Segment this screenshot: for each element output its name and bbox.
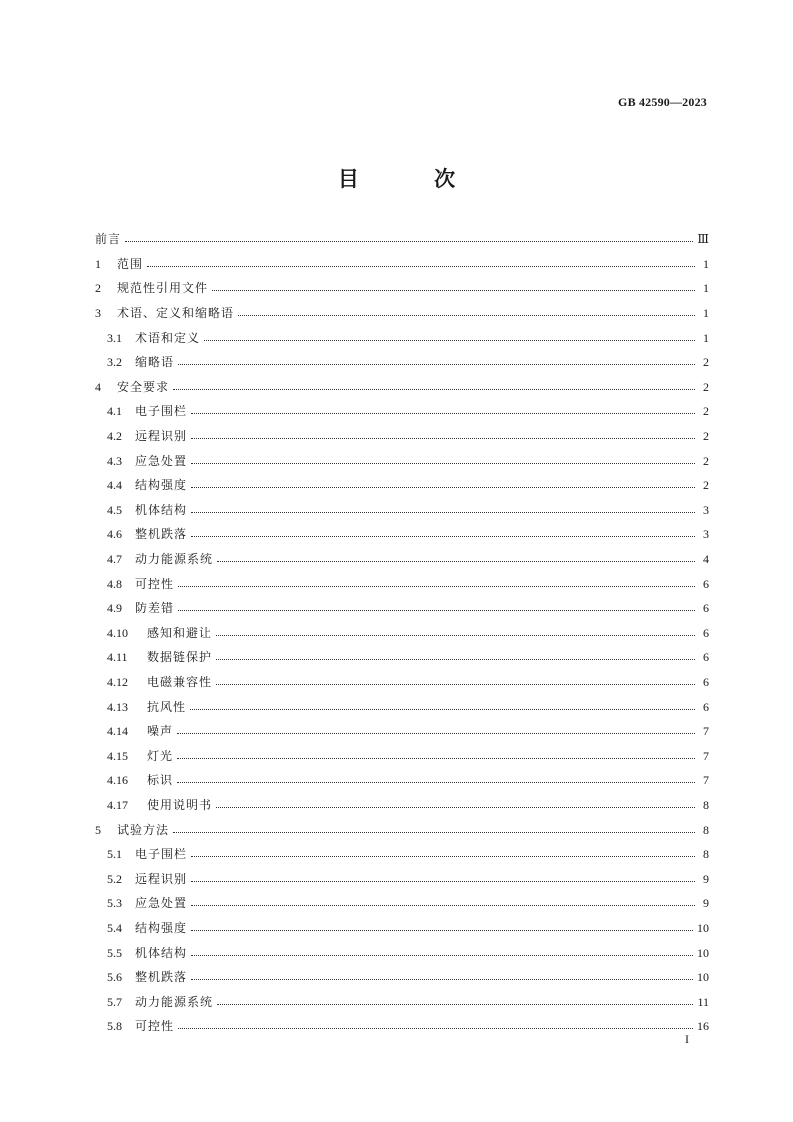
toc-entry-page: 6 [703,699,709,714]
toc-entry-page: 4 [703,552,709,567]
toc-entry[interactable] [95,252,709,277]
toc-entry-number: 5.6 [107,970,122,985]
toc-leader-dots [216,634,695,636]
toc-entry-page: 3 [703,527,709,542]
toc-title: 目 次 [337,167,490,191]
toc-entry-page: 2 [703,478,709,493]
toc-entry-label: 远程识别 [135,871,188,886]
toc-entry-label: 结构强度 [135,920,188,935]
toc-entry[interactable] [95,375,709,400]
toc-entry-label: 范围 [117,256,144,271]
toc-entry-number: 5.8 [107,1019,122,1034]
toc-leader-dots [177,781,695,783]
toc-entry-number: 4.8 [107,576,122,591]
toc-entry-label: 灯光 [147,748,174,763]
toc-entry-page: Ⅲ [697,232,709,247]
toc-leader-dots [216,806,695,808]
footer-page-number: I [685,1032,689,1046]
toc-entry-label: 术语、定义和缩略语 [117,306,235,321]
toc-entry-number: 4.9 [107,601,122,616]
toc-entry[interactable] [95,473,709,498]
toc-entry-label: 远程识别 [135,429,188,444]
toc-entry-number: 4.15 [107,748,128,763]
toc-entry-number: 1 [95,256,101,271]
toc-entry-page: 2 [703,355,709,370]
toc-entry-page: 3 [703,502,709,517]
toc-entry-page: 2 [703,379,709,394]
toc-entry-number: 5.4 [107,920,122,935]
toc-entry-number: 5.7 [107,994,122,1009]
toc-entry-number: 4.6 [107,527,122,542]
toc-entry-label: 前言 [95,232,122,247]
toc-leader-dots [190,708,695,710]
toc-entry-label: 电磁兼容性 [147,674,213,689]
toc-entry[interactable] [95,571,709,596]
toc-entry-label: 术语和定义 [135,330,201,345]
toc-entry[interactable] [95,621,709,646]
toc-leader-dots [191,855,695,857]
toc-entry-page: 7 [703,773,709,788]
toc-entry-label: 试验方法 [117,822,170,837]
toc-leader-dots [191,954,693,956]
toc-entry-number: 4.10 [107,625,128,640]
toc-leader-dots [178,1027,693,1029]
toc-entry-page: 10 [697,945,709,960]
toc-entry-page: 8 [703,822,709,837]
toc-entry[interactable] [95,399,709,424]
toc-entry-label: 安全要求 [117,379,170,394]
toc-entry-number: 4 [95,379,101,394]
toc-entry[interactable] [95,670,709,695]
toc-entry[interactable] [95,350,709,375]
toc-leader-dots [217,560,695,562]
toc-leader-dots [191,412,695,414]
toc-entry-page: 1 [703,330,709,345]
toc-entry-page: 11 [697,994,709,1009]
toc-entry-number: 4.14 [107,724,128,739]
toc-leader-dots [178,585,695,587]
toc-leader-dots [216,658,695,660]
toc-entry-page: 6 [703,601,709,616]
toc-leader-dots [191,462,695,464]
toc-entry[interactable] [95,448,709,473]
toc-entry-label: 结构强度 [135,478,188,493]
toc-entry-number: 5.1 [107,847,122,862]
toc-leader-dots [177,757,695,759]
toc-entry-number: 2 [95,281,101,296]
toc-entry[interactable] [95,965,709,990]
toc-entry[interactable] [95,694,709,719]
toc-entry-number: 4.5 [107,502,122,517]
toc-entry-label: 抗风性 [147,699,187,714]
toc-entry-number: 3.1 [107,330,122,345]
toc-entry-page: 16 [697,1019,709,1034]
toc-entry-label: 可控性 [135,1019,175,1034]
standard-code: GB 42590—2023 [618,95,707,109]
toc-entry-label: 噪声 [147,724,174,739]
toc-leader-dots [173,831,695,833]
toc-entry-number: 5 [95,822,101,837]
toc-entry[interactable] [95,645,709,670]
toc-leader-dots [191,437,695,439]
toc-entry[interactable] [95,891,709,916]
toc-entry-number: 4.3 [107,453,122,468]
toc-entry-page: 2 [703,453,709,468]
toc-entry-number: 5.2 [107,871,122,886]
toc-entry-label: 防差错 [135,601,175,616]
toc-leader-dots [191,929,693,931]
toc-leader-dots [125,240,693,242]
toc-entry-label: 电子围栏 [135,847,188,862]
toc-entry-label: 电子围栏 [135,404,188,419]
toc-entry-label: 可控性 [135,576,175,591]
toc-entry-label: 机体结构 [135,945,188,960]
toc-leader-dots [178,363,695,365]
toc-entry-page: 10 [697,920,709,935]
toc-entry-label: 机体结构 [135,502,188,517]
toc-leader-dots [177,732,695,734]
toc-entry-page: 2 [703,429,709,444]
toc-entry[interactable] [95,743,709,768]
toc-entry[interactable] [95,276,709,301]
toc-entry-page: 9 [703,896,709,911]
toc-entry[interactable] [95,498,709,523]
toc-leader-dots [217,1003,693,1005]
toc-leader-dots [191,978,693,980]
toc-entry-page: 9 [703,871,709,886]
toc-entry-page: 8 [703,797,709,812]
toc-entry-number: 5.3 [107,896,122,911]
toc-leader-dots [178,609,695,611]
toc-leader-dots [147,265,695,267]
toc-entry[interactable] [95,325,709,350]
toc-entry-page: 1 [703,256,709,271]
toc-entry[interactable] [95,522,709,547]
toc-entry-number: 3 [95,306,101,321]
toc-entry-number: 5.5 [107,945,122,960]
toc-entry[interactable] [95,793,709,818]
toc-entry-number: 4.4 [107,478,122,493]
toc-entry[interactable] [95,842,709,867]
toc-entry-page: 7 [703,724,709,739]
toc-entry[interactable] [95,424,709,449]
table-of-contents [95,227,709,1039]
toc-entry[interactable] [95,989,709,1014]
toc-leader-dots [191,880,695,882]
toc-entry-label: 缩略语 [135,355,175,370]
toc-entry[interactable] [95,916,709,941]
toc-entry-page: 6 [703,674,709,689]
toc-entry-label: 感知和避让 [147,625,213,640]
toc-entry-label: 动力能源系统 [135,994,214,1009]
toc-leader-dots [191,535,695,537]
toc-entry[interactable] [95,1014,709,1039]
toc-entry[interactable] [95,768,709,793]
toc-leader-dots [173,388,695,390]
toc-entry-page: 6 [703,625,709,640]
toc-entry-number: 4.16 [107,773,128,788]
toc-entry[interactable] [95,866,709,891]
toc-entry-number: 4.13 [107,699,128,714]
toc-leader-dots [191,486,695,488]
toc-entry-label: 应急处置 [135,453,188,468]
toc-entry-page: 10 [697,970,709,985]
toc-leader-dots [191,904,695,906]
toc-entry-number: 4.2 [107,429,122,444]
toc-entry-page: 1 [703,281,709,296]
toc-leader-dots [212,289,695,291]
toc-entry-page: 6 [703,576,709,591]
toc-entry-number: 4.7 [107,552,122,567]
toc-entry-label: 整机跌落 [135,527,188,542]
toc-entry-page: 8 [703,847,709,862]
toc-entry[interactable] [95,227,709,252]
toc-leader-dots [204,339,695,341]
toc-entry-page: 7 [703,748,709,763]
toc-entry[interactable] [95,940,709,965]
toc-entry-label: 整机跌落 [135,970,188,985]
toc-entry-page: 6 [703,650,709,665]
toc-entry-page: 1 [703,306,709,321]
toc-entry-number: 3.2 [107,355,122,370]
toc-entry-page: 2 [703,404,709,419]
toc-entry-number: 4.11 [107,650,128,665]
toc-entry[interactable] [95,817,709,842]
toc-entry-number: 4.1 [107,404,122,419]
toc-entry-label: 规范性引用文件 [117,281,209,296]
toc-entry[interactable] [95,596,709,621]
toc-leader-dots [191,511,695,513]
toc-entry-number: 4.12 [107,674,128,689]
toc-entry[interactable] [95,547,709,572]
toc-entry-label: 应急处置 [135,896,188,911]
toc-entry-label: 标识 [147,773,174,788]
toc-leader-dots [216,683,695,685]
toc-entry[interactable] [95,301,709,326]
toc-entry-number: 4.17 [107,797,128,812]
toc-entry-label: 数据链保护 [147,650,213,665]
toc-entry-label: 使用说明书 [147,797,213,812]
toc-leader-dots [238,314,695,316]
toc-entry[interactable] [95,719,709,744]
toc-entry-label: 动力能源系统 [135,552,214,567]
